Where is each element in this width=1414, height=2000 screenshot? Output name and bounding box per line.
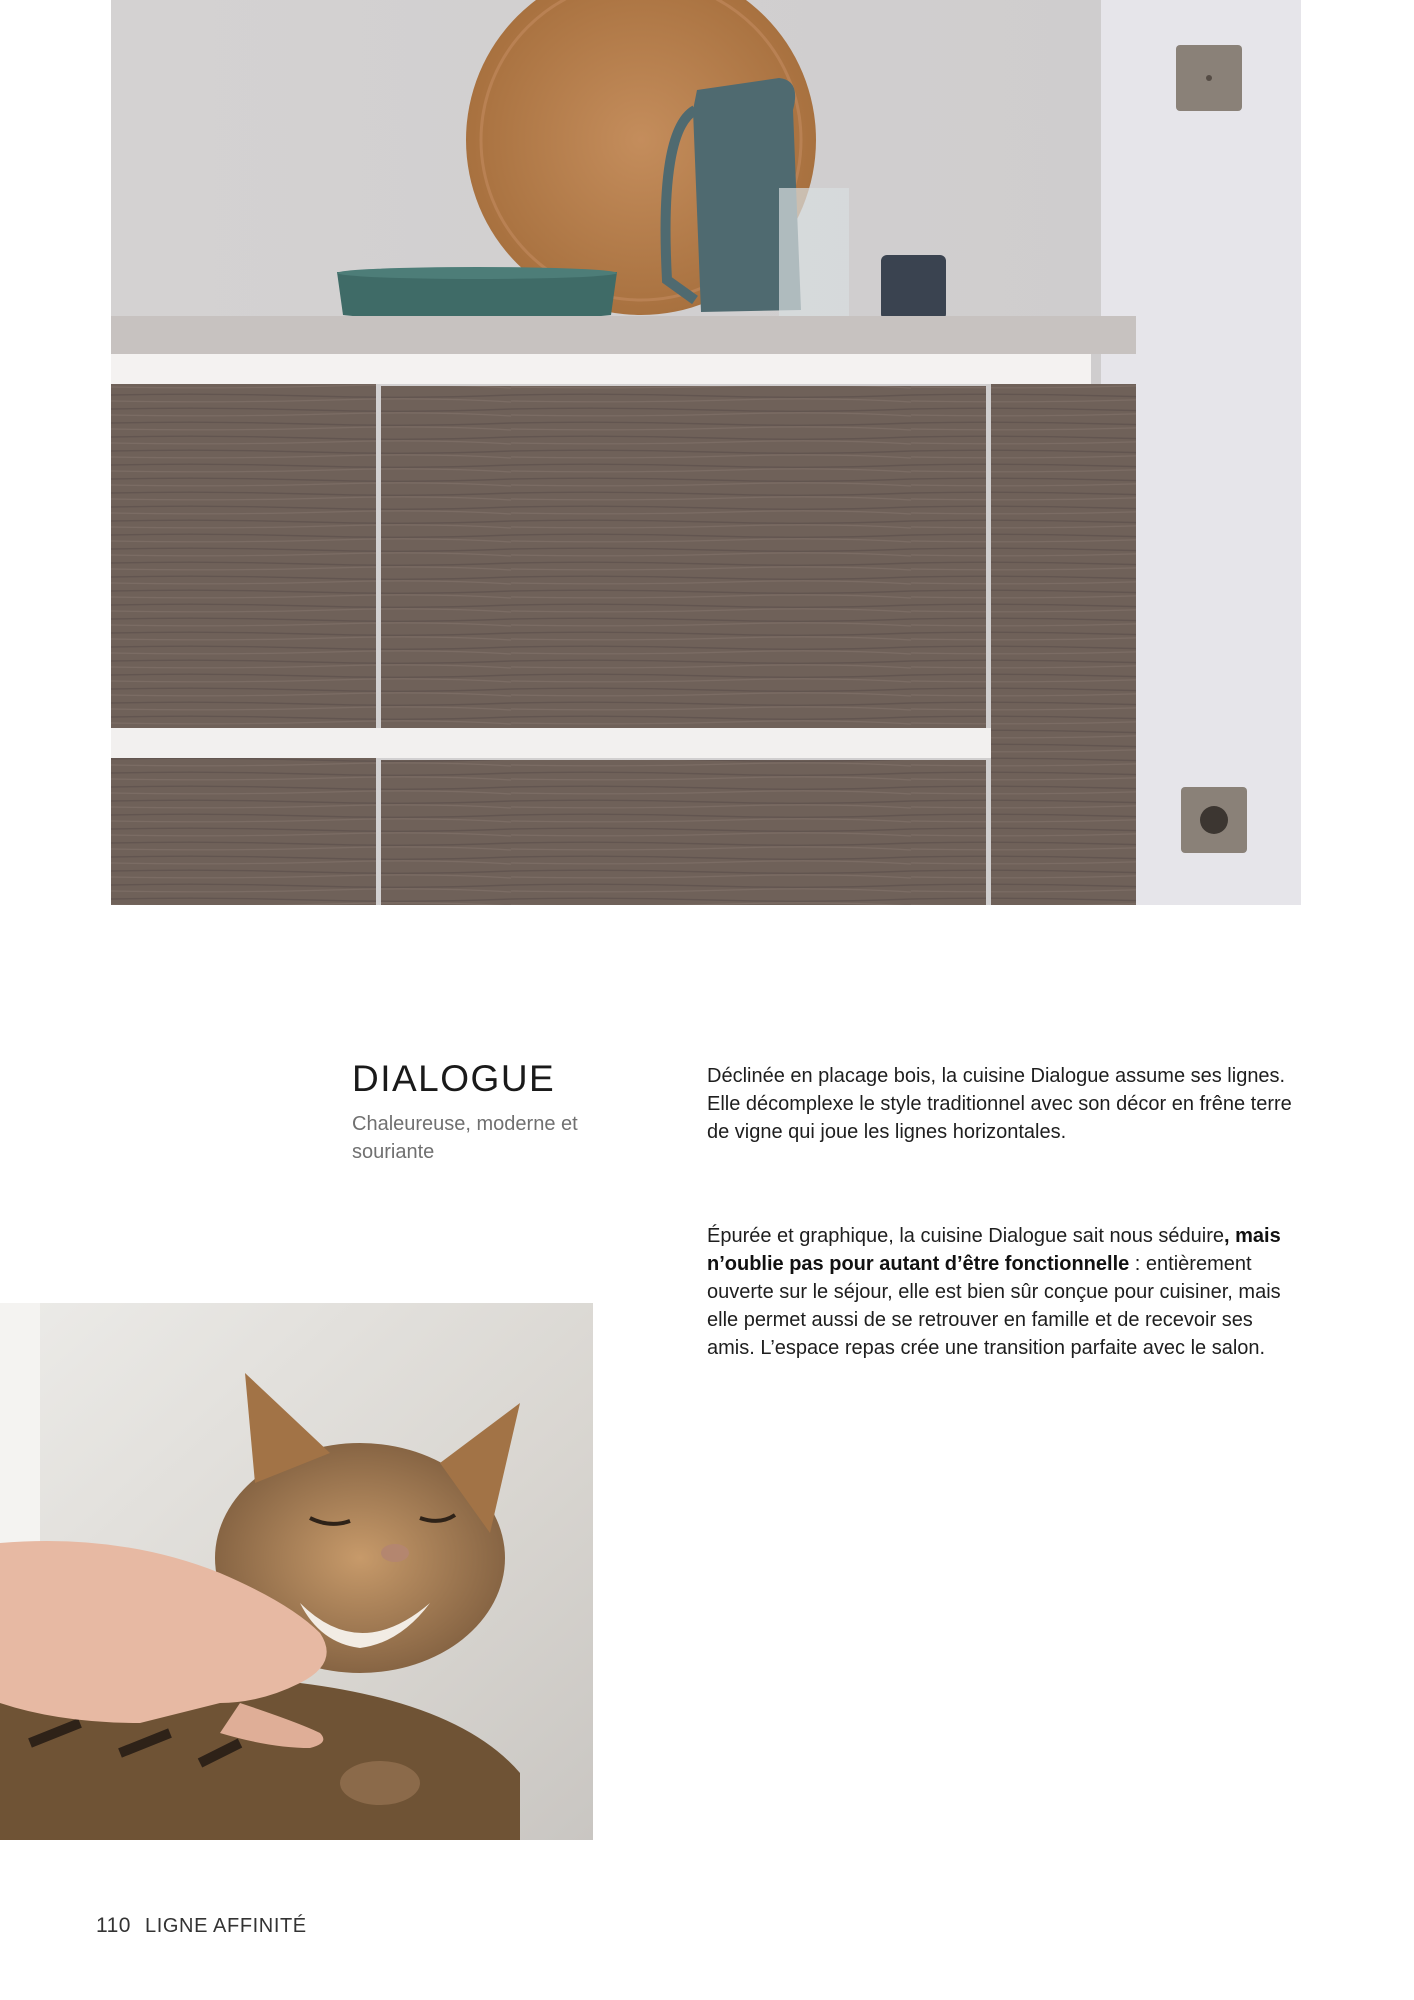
- kitchen-illustration: [111, 0, 1301, 905]
- section-name: LIGNE AFFINITÉ: [144, 1915, 307, 1937]
- paragraph-2-bold: , mais n’oublie pas pour autant d’être fonctionnelle: [707, 1225, 1281, 1275]
- product-title: DIALOGUE: [352, 1058, 556, 1099]
- page-number: 110: [96, 1914, 131, 1937]
- description-paragraph-2: [707, 1222, 1292, 1362]
- paragraph-2-end: : entièrement ouverte sur le séjour, elle est bien sûr conçue pour cuisiner, mais elle permet aussi de se retrouver en famille et de recevoir ses amis. L’espace repas crée une transition parfaite avec le salon.: [707, 1253, 1281, 1359]
- description-paragraph-1: Déclinée en placage bois, la cuisine Dialogue assume ses lignes. Elle décomplexe le style traditionnel avec son décor en frêne terre de vigne qui joue les lignes horizontales.: [707, 1065, 1292, 1143]
- cat-illustration: [0, 1303, 593, 1840]
- paragraph-2-start: Épurée et graphique, la cuisine Dialogue sait nous séduire: [707, 1225, 1225, 1247]
- kitchen-photo: [111, 0, 1301, 905]
- cat-photo: [0, 1303, 593, 1840]
- product-subtitle: Chaleureuse, moderne et souriante: [352, 1113, 578, 1163]
- page-footer: [96, 1914, 307, 1938]
